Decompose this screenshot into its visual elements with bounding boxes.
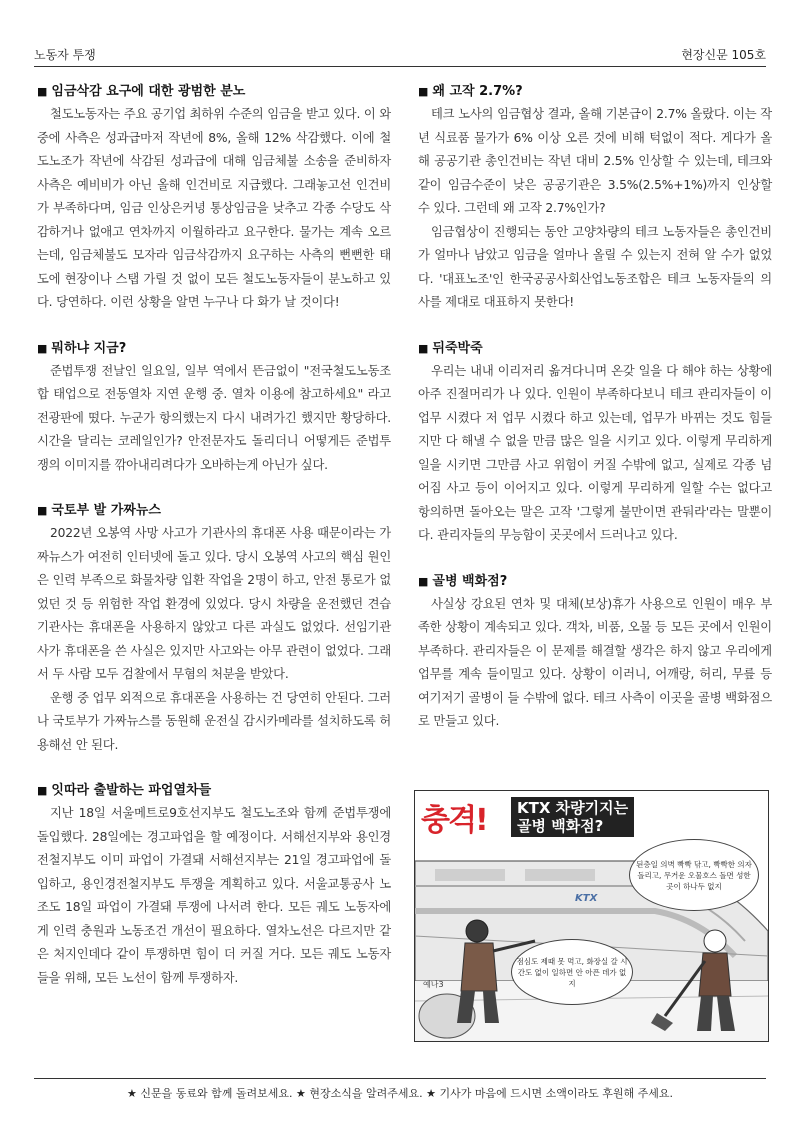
left-column (37, 80, 391, 990)
header-issue-label: 현장신문 105호 (681, 48, 766, 62)
article-what-now (37, 337, 391, 478)
article-title: ■ 뒤죽박죽 (418, 340, 483, 356)
article-paragraph: 테크 노사의 임금협상 결과, 올해 기본급이 2.7% 올랐다. 이는 작년 식료품 물가가 6% 이상 오른 것에 비해 턱없이 적다. 게다가 올해 공공기관 총인건비는 작년 대비 2.5% 인상할 수 있는데, 테크와 같이 임금수준이 낮은 공공기관은 3.5%(2.5%+1%)까지 인상할 수 있다. 그런데 왜 고작 2.7%인가? (418, 107, 772, 215)
article-wage-cut (37, 80, 391, 315)
article-title: ■ 골병 백화점? (418, 573, 508, 589)
article-strike-trains (37, 779, 391, 990)
square-bullet-icon: ■ (418, 574, 429, 588)
page-footer: ★ 신문을 동료와 함께 돌려보세요. ★ 현장소식을 알려주세요. ★ 기사가 마음에 드시면 소액이라도 후원해 주세요. (127, 1087, 673, 1100)
cartoon-headline-box (511, 797, 634, 837)
speech-bubble-bottom: 점심도 제때 못 먹고, 화장실 갈 시간도 없이 일하면 안 아픈 데가 없지 (511, 939, 633, 1005)
cartoon-illustration (414, 790, 769, 1042)
square-bullet-icon: ■ (418, 341, 429, 355)
cartoon-signature: 예나3 (423, 980, 444, 989)
cartoon-headline-line1: KTX 차량기지는 (517, 799, 629, 817)
article-title: ■ 잇따라 출발하는 파업열차들 (37, 783, 212, 798)
header-section-label: 노동자 투쟁 (34, 48, 96, 62)
article-paragraph: 철도노동자는 주요 공기업 최하위 수준의 임금을 받고 있다. 이 와중에 사측은 성과급마저 작년에 8%, 올해 12% 삭감했다. 이에 철도노조가 작년에 삭감된 성과급에 대해 임금체불 소송을 준비하자 사측은 예비비가 아닌 올해 인건비로 지급했다. 그래놓고선 인건비가 부족하다며, 임금 인상은커녕 통상임금을 낮추고 각종 수당도 삭감하거나 없애고 연차까지 이월하라고 요구한다. 물가는 계속 오르는데, 임금체불도 모자라 임금삭감까지 요구하는 사측의 뻔뻔한 태도에 현장이나 스탭 가릴 것 없이 모든 철도노동자들이 분노하고 있다. 당연하다. 이런 상황을 알면 누구나 다 화가 날 것이다! (37, 107, 391, 309)
article-title: ■ 뭐하냐 지금? (37, 340, 127, 356)
article-title: ■ 임금삭감 요구에 대한 광범한 분노 (37, 84, 246, 99)
article-paragraph: 우리는 내내 이리저리 옮겨다니며 온갖 일을 다 해야 하는 상황에 아주 진절머리가 나 있다. 인원이 부족하다보니 테크 관리자들이 이 업무 시켰다 저 업무 시켰다 하고 있는데, 업무가 바뀌는 것도 힘들지만 다 해낼 수 없을 만큼 많은 일을 시키고 있다. 이렇게 무리하게 일을 시키면 그만큼 사고 위험이 커질 수밖에 없고, 실제로 각종 넘어짐 사고 등이 이어지고 있다. 이렇게 무리하게 일할 수는 없다고 항의하면 돌아오는 말은 고작 '그렇게 불만이면 관둬라'라는 말뿐이다. 관리자들의 무능함이 곳곳에서 드러나고 있다. (418, 363, 772, 542)
footer-divider (34, 1078, 766, 1079)
article-paragraph: 임금협상이 진행되는 동안 고양차량의 테크 노동자들은 총인건비가 얼마나 남았고 임금을 얼마나 올릴 수 있는지 전혀 알 수가 없었다. '대표노조'인 한국공공사회산업노동조합은 테크 노동자들의 의사를 제대로 대표하지 못한다! (418, 224, 772, 309)
ktx-logo-mark: KTX (575, 893, 598, 904)
article-injury-store (418, 570, 772, 734)
cartoon-shout: 충격! (421, 803, 487, 838)
square-bullet-icon: ■ (418, 85, 429, 98)
page-header (34, 44, 766, 66)
article-title: ■ 왜 고작 2.7%? (418, 84, 523, 99)
square-bullet-icon: ■ (37, 784, 48, 797)
square-bullet-icon: ■ (37, 341, 48, 355)
article-paragraph: 지난 18일 서울메트로9호선지부도 철도노조와 함께 준법투쟁에 돌입했다. 28일에는 경고파업을 할 예정이다. 서해선지부와 용인경전철지부도 이미 파업이 가결돼 서해선지부는 21일 경고파업에 돌입하고, 용인경전철지부도 투쟁을 계획하고 있다. 서울교통공사 노조도 18일 파업이 가결돼 투쟁에 나서려 한다. 모든 궤도 노동자에게 인력 충원과 노동조건 개선이 필요하다. 열차노선은 다르지만 같은 처지인데다 같이 투쟁하면 힘이 더 커질 거다. 모든 궤도 노동자들을 위해, 모든 노선이 함께 투쟁하자. (37, 806, 391, 985)
article-paragraph: 운행 중 업무 외적으로 휴대폰을 사용하는 건 당연히 안된다. 그러나 국토부가 가짜뉴스를 동원해 운전실 감시카메라를 설치하도록 허용해선 안 된다. (37, 690, 391, 752)
header-divider (34, 66, 766, 67)
article-paragraph: 사실상 강요된 연차 및 대체(보상)휴가 사용으로 인원이 매우 부족한 상황이 계속되고 있다. 객차, 비품, 오물 등 모든 곳에서 인원이 부족하다. 관리자들은 이 문제를 해결할 생각은 하지 않고 우리에게 업무를 계속 들이밀고 있다. 상황이 이러니, 어깨랑, 허리, 무릎 등 여기저기 골병이 들 수밖에 없다. 테크 사측이 이곳을 골병 백화점으로 만들고 있다. (418, 596, 772, 728)
right-column (418, 80, 772, 734)
square-bullet-icon: ■ (37, 85, 48, 98)
article-fake-news (37, 499, 391, 757)
cartoon-headline-line2: 골병 백화점? (517, 817, 604, 835)
article-paragraph: 준법투쟁 전날인 일요일, 일부 역에서 뜬금없이 "전국철도노동조합 태업으로 전동열차 지연 운행 중. 열차 이용에 참고하세요" 라고 전광판에 떴다. 누군가 항의했는지 다시 내려가긴 했지만 황당하다. 시간을 달리는 코레일인가? 안전문자도 돌리더니 어떻게든 준법투쟁의 이미지를 깎아내리려다가 오바하는게 아닌가 싶다. (37, 363, 391, 472)
article-paragraph: 2022년 오봉역 사망 사고가 기관사의 휴대폰 사용 때문이라는 가짜뉴스가 여전히 인터넷에 돌고 있다. 당시 오봉역 사고의 핵심 원인은 인력 부족으로 화물차량 입환 작업을 2명이 하고, 안전 통로가 없었던 것 등 위험한 작업 환경에 있었다. 당시 차량을 운전했던 견습기관사는 휴대폰을 사용하지 않았고 다른 과실도 없었다. 선임기관사가 휴대폰을 쓴 사실은 있지만 사고와는 아무 관련이 없었다. 그래서 두 사람 모두 검찰에서 무혐의 처분을 받았다. (37, 526, 391, 681)
article-title: ■ 국토부 발 가짜뉴스 (37, 503, 161, 518)
article-mess (418, 337, 772, 548)
article-why-2-7 (418, 80, 772, 315)
square-bullet-icon: ■ (37, 504, 48, 517)
speech-bubble-top: 된층일 의벽 빡빡 닦고, 빡빡한 의자 돌리고, 무거운 오물호스 돌면 성한 곳이 하나두 없지 (629, 839, 759, 911)
